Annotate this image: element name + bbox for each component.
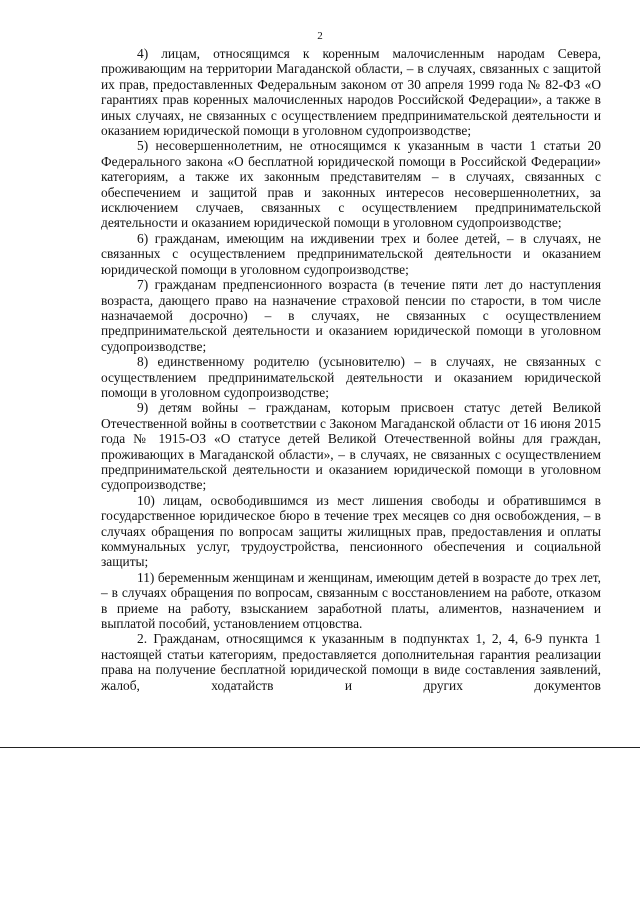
paragraph-section-2: 2. Гражданам, относящимся к указанным в подпунктах 1, 2, 4, 6-9 пункта 1 настоящей статьи категориям, предоставляется дополнительная гарантия реализации права на получение бесплатной юридической помощи в виде составления заявлений, жалоб, ходатайств и других документов	[101, 631, 601, 693]
paragraph-item-7: 7) гражданам предпенсионного возраста (в течение пяти лет до наступления возраста, дающего право на назначение страховой пенсии по старости, в том числе назначаемой досрочно) – в случаях, не связанных с осуществлением предпринимательской деятельности и оказанием юридической помощи в уголовном судопроизводстве;	[101, 277, 601, 354]
paragraph-item-8: 8) единственному родителю (усыновителю) – в случаях, не связанных с осуществлением предпринимательской деятельности и оказанием юридической помощи в уголовном судопроизводстве;	[101, 354, 601, 400]
paragraph-item-9: 9) детям войны – гражданам, которым присвоен статус детей Великой Отечественной войны в соответствии с Законом Магаданской области от 16 июня 2015 года № 1915-ОЗ «О статусе детей Великой Отечественной войны для граждан, проживающих в Магаданской области», – в случаях, не связанных с осуществлением предпринимательской деятельности и оказанием юридической помощи в уголовном судопроизводстве;	[101, 400, 601, 493]
paragraph-item-10: 10) лицам, освободившимся из мест лишения свободы и обратившимся в государственное юридическое бюро в течение трех месяцев со дня освобождения, – в случаях обращения по вопросам защиты жилищных прав, предоставления и оплаты коммунальных услуг, трудоустройства, пенсионного обеспечения и социальной защиты;	[101, 492, 601, 570]
paragraph-item-4: 4) лицам, относящимся к коренным малочисленным народам Севера, проживающим на территории Магаданской области, – в случаях, связанных с защитой их прав, предоставленных Федеральным законом от 30 апреля 1999 года № 82-ФЗ «О гарантиях прав коренных малочисленных народов Российской Федерации», а также в иных случаях, не связанных с осуществлением предпринимательской деятельности и оказанием юридической помощи в уголовном судопроизводстве;	[101, 46, 601, 139]
page-divider-line	[0, 747, 640, 748]
paragraph-item-6: 6) гражданам, имеющим на иждивении трех и более детей, – в случаях, не связанных с осуществлением предпринимательской деятельности и оказанием юридической помощи в уголовном судопроизводстве;	[101, 230, 601, 277]
paragraph-item-11: 11) беременным женщинам и женщинам, имеющим детей в возрасте до трех лет, – в случаях обращения по вопросам, связанным с восстановлением на работе, отказом в приеме на работу, взысканием заработной платы, алиментов, назначением и выплатой пособий, установлением отцовства.	[101, 569, 601, 632]
paragraph-item-5: 5) несовершеннолетним, не относящимся к указанным в части 1 статьи 20 Федерального закона «О бесплатной юридической помощи в Российской Федерации» категориям, а также их законным представителям – в случаях, связанных с обеспечением и защитой прав и законных интересов несовершеннолетних, за исключением случаев, связанных с осуществлением предпринимательской деятельности и оказанием юридической помощи в уголовном судопроизводстве;	[101, 138, 601, 231]
page-number: 2	[317, 30, 323, 42]
document-body	[101, 46, 601, 693]
